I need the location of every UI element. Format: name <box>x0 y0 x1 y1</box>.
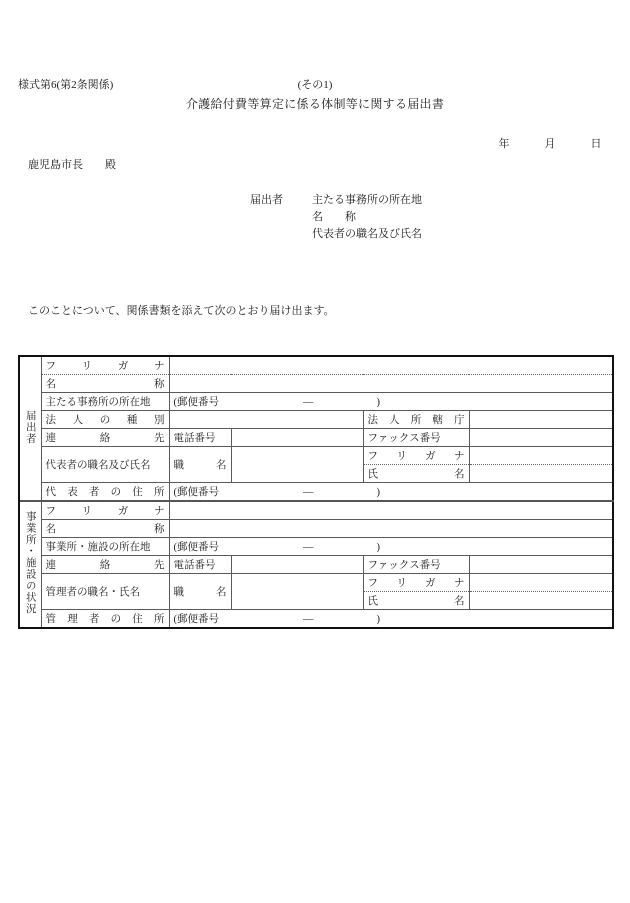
input-submitter-fax[interactable] <box>469 429 613 447</box>
input-representative-name[interactable] <box>469 465 613 483</box>
label-representative-address: 代 表 者 の 住 所 <box>41 483 169 502</box>
label-main-office-address: 主たる事務所の所在地 <box>41 393 169 411</box>
table-row-representative-address <box>19 483 613 502</box>
sheet-number: (その1) <box>297 79 333 91</box>
table-row-facility-address <box>19 538 613 556</box>
label-submitter-phone: 電話番号 <box>169 429 231 447</box>
input-main-office-address[interactable] <box>169 393 613 411</box>
label-facility-contact: 連 絡 先 <box>41 556 169 574</box>
form-number: 様式第6(第2条関係) <box>18 79 114 91</box>
label-submitter-fax: ファックス番号 <box>363 429 469 447</box>
input-submitter-furigana[interactable] <box>169 356 613 375</box>
label-submitter-furigana: フ リ ガ ナ <box>41 356 169 375</box>
side-label-submitter: 届出者 <box>19 356 41 501</box>
postal-code-hint-representative: (郵便番号 ― ) <box>173 487 380 498</box>
notification-form-table <box>18 355 614 629</box>
table-row-facility-name <box>19 520 613 538</box>
label-representative-job-title: 職 名 <box>169 447 231 483</box>
label-facility-furigana: フ リ ガ ナ <box>41 501 169 520</box>
table-row-facility-contact <box>19 556 613 574</box>
input-manager-address[interactable] <box>169 610 613 629</box>
table-row-submitter-contact <box>19 429 613 447</box>
table-row-submitter-furigana <box>19 356 613 375</box>
submitter-representative-label: 代表者の職名及び氏名 <box>312 228 422 240</box>
input-facility-phone[interactable] <box>231 556 363 574</box>
addressee: 鹿児島市長 殿 <box>28 159 116 171</box>
input-submitter-name[interactable] <box>169 375 613 393</box>
input-manager-job-title[interactable] <box>231 574 363 610</box>
submitter-caption-spacer <box>250 209 312 226</box>
label-facility-name: 名 称 <box>41 520 169 538</box>
label-corporation-authority: 法 人 所 轄 庁 <box>363 411 469 429</box>
date-line: 年 月 日 <box>498 138 602 150</box>
table-row-manager-furigana <box>19 574 613 592</box>
side-label-facility: 事業所・施設の状況 <box>19 501 41 628</box>
label-facility-phone: 電話番号 <box>169 556 231 574</box>
label-facility-fax: ファックス番号 <box>363 556 469 574</box>
submitter-line-address <box>250 192 422 209</box>
input-corporation-authority[interactable] <box>469 411 613 429</box>
submitter-declaration-block <box>250 192 422 243</box>
label-submitter-contact: 連 絡 先 <box>41 429 169 447</box>
label-representative-name-furigana: フ リ ガ ナ <box>363 447 469 465</box>
table-row-representative-furigana <box>19 447 613 465</box>
table-row-facility-furigana <box>19 501 613 520</box>
table-row-corporation-type <box>19 411 613 429</box>
postal-code-hint-main-office: (郵便番号 ― ) <box>173 397 380 408</box>
submitter-line-representative <box>250 226 422 243</box>
input-representative-name-furigana[interactable] <box>469 447 613 465</box>
input-representative-address[interactable] <box>169 483 613 502</box>
submitter-caption-spacer-2 <box>250 226 312 243</box>
table-row-main-office-address <box>19 393 613 411</box>
input-facility-fax[interactable] <box>469 556 613 574</box>
document-title: 介護給付費等算定に係る体制等に関する届出書 <box>185 97 445 111</box>
submitter-main-office-address-label: 主たる事務所の所在地 <box>312 194 422 206</box>
input-representative-job-title[interactable] <box>231 447 363 483</box>
postal-code-hint-manager: (郵便番号 ― ) <box>173 614 380 625</box>
input-corporation-type[interactable] <box>169 411 363 429</box>
label-manager-address: 管 理 者 の 住 所 <box>41 610 169 629</box>
label-representative-name: 氏 名 <box>363 465 469 483</box>
label-manager-job-title: 職 名 <box>169 574 231 610</box>
submitter-line-name <box>250 209 422 226</box>
label-manager-title-name: 管理者の職名・氏名 <box>41 574 169 610</box>
submitter-caption: 届出者 <box>250 194 283 206</box>
table-row-manager-address <box>19 610 613 629</box>
label-facility-address: 事業所・施設の所在地 <box>41 538 169 556</box>
label-manager-name: 氏 名 <box>363 592 469 610</box>
lead-sentence: このことについて、関係書類を添えて次のとおり届け出ます。 <box>28 305 335 317</box>
input-manager-name[interactable] <box>469 592 613 610</box>
submitter-name-label: 名 称 <box>312 211 356 223</box>
input-facility-address[interactable] <box>169 538 613 556</box>
input-submitter-phone[interactable] <box>231 429 363 447</box>
label-representative-title-name: 代表者の職名及び氏名 <box>41 447 169 483</box>
label-corporation-type: 法 人 の 種 別 <box>41 411 169 429</box>
label-manager-name-furigana: フ リ ガ ナ <box>363 574 469 592</box>
postal-code-hint-facility: (郵便番号 ― ) <box>173 542 380 553</box>
table-row-submitter-name <box>19 375 613 393</box>
input-facility-name[interactable] <box>169 520 613 538</box>
input-facility-furigana[interactable] <box>169 501 613 520</box>
input-manager-name-furigana[interactable] <box>469 574 613 592</box>
label-submitter-name: 名 称 <box>41 375 169 393</box>
